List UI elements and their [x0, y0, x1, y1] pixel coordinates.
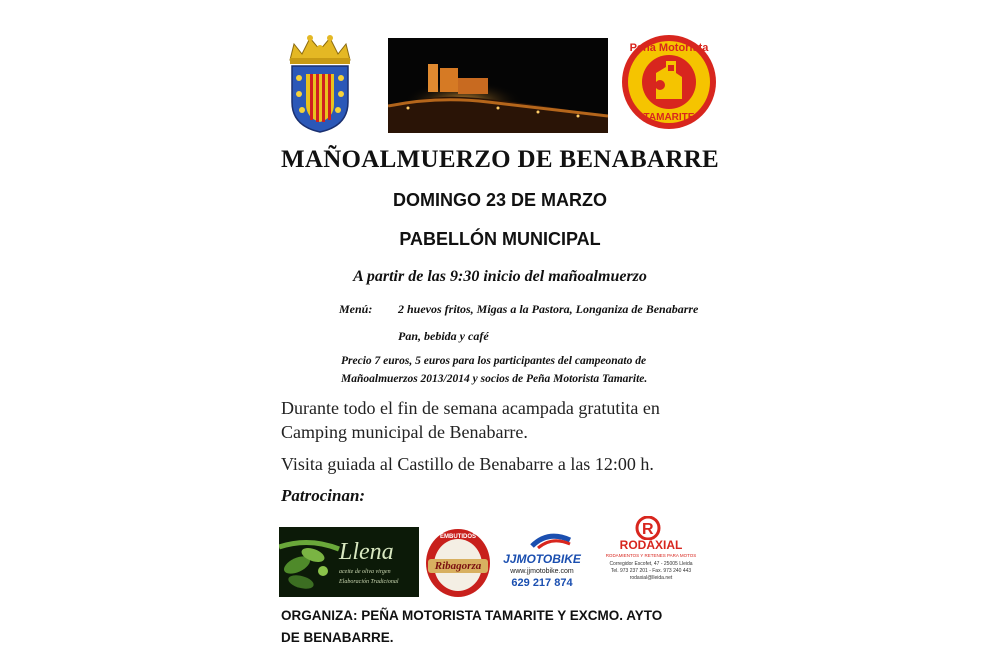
llena-sub-2: Elaboración Tradicional — [339, 579, 399, 585]
sponsors-label: Patrocinan: — [281, 486, 366, 505]
start-time-line: A partir de las 9:30 inicio del mañoalmuerzo — [353, 268, 647, 285]
club-logo-top-text: Peña Motorista — [629, 42, 709, 54]
sponsor-ribagorza-logo — [424, 527, 492, 599]
ribagorza-name: Ribagorza — [434, 560, 482, 572]
organiza-line-2: DE BENABARRE. — [281, 630, 394, 645]
castle-visit: Visita guiada al Castillo de Benabarre a las 12:00 h. — [281, 454, 654, 474]
svg-text:R: R — [642, 521, 654, 538]
sponsor-jjmotobike-logo — [498, 532, 586, 594]
menu-line-1: 2 huevos fritos, Migas a la Pastora, Longaniza de Benabarre — [398, 302, 699, 316]
rodaxial-tag: RODAMIENTOS Y RETENES PARA MOTOS — [605, 553, 697, 558]
club-logo-bottom-text: TAMARITE — [643, 112, 695, 123]
rodaxial-mail: rodaxial@lleida.net — [629, 575, 673, 581]
rodaxial-name: RODAXIAL — [619, 538, 683, 552]
coat-of-arms — [280, 30, 360, 134]
sponsor-llena-logo — [279, 527, 419, 597]
llena-name: Llena — [339, 539, 394, 565]
sponsor-rodaxial-logo — [596, 516, 706, 582]
jjmotobike-name: JJMOTOBIKE — [503, 552, 581, 566]
camping-line-2: Camping municipal de Benabarre. — [281, 422, 528, 442]
menu-line-2: Pan, bebida y café — [398, 329, 489, 343]
llena-sub-1: aceite de oliva virgen — [339, 569, 391, 575]
rodaxial-addr: Corregidor Escofet, 47 - 25005 Lleida — [609, 561, 693, 567]
organiza-line-1: ORGANIZA: PEÑA MOTORISTA TAMARITE Y EXCMO. AYTO — [281, 608, 663, 623]
event-date: DOMINGO 23 DE MARZO — [392, 190, 607, 210]
rodaxial-tel: Tel. 973 237 201 - Fax. 973 240 443 — [610, 568, 692, 574]
price-line-1: Precio 7 euros, 5 euros para los participantes del campeonato de — [341, 355, 647, 367]
ribagorza-top: EMBUTIDOS — [440, 534, 476, 540]
camping-line-1: Durante todo el fin de semana acampada gratutita en — [281, 398, 660, 418]
jjmotobike-phone: 629 217 874 — [511, 577, 573, 589]
jjmotobike-web: www.jjmotobike.com — [510, 568, 574, 575]
event-venue: PABELLÓN MUNICIPAL — [399, 229, 601, 249]
price-line-2: Mañoalmuerzos 2013/2014 y socios de Peña Motorista Tamarite. — [341, 373, 648, 385]
castle-night-photo — [388, 38, 608, 133]
event-title: MAÑOALMUERZO DE BENABARRE — [280, 146, 720, 173]
pena-motorista-logo — [620, 33, 718, 131]
menu-label: Menú: — [339, 302, 373, 316]
